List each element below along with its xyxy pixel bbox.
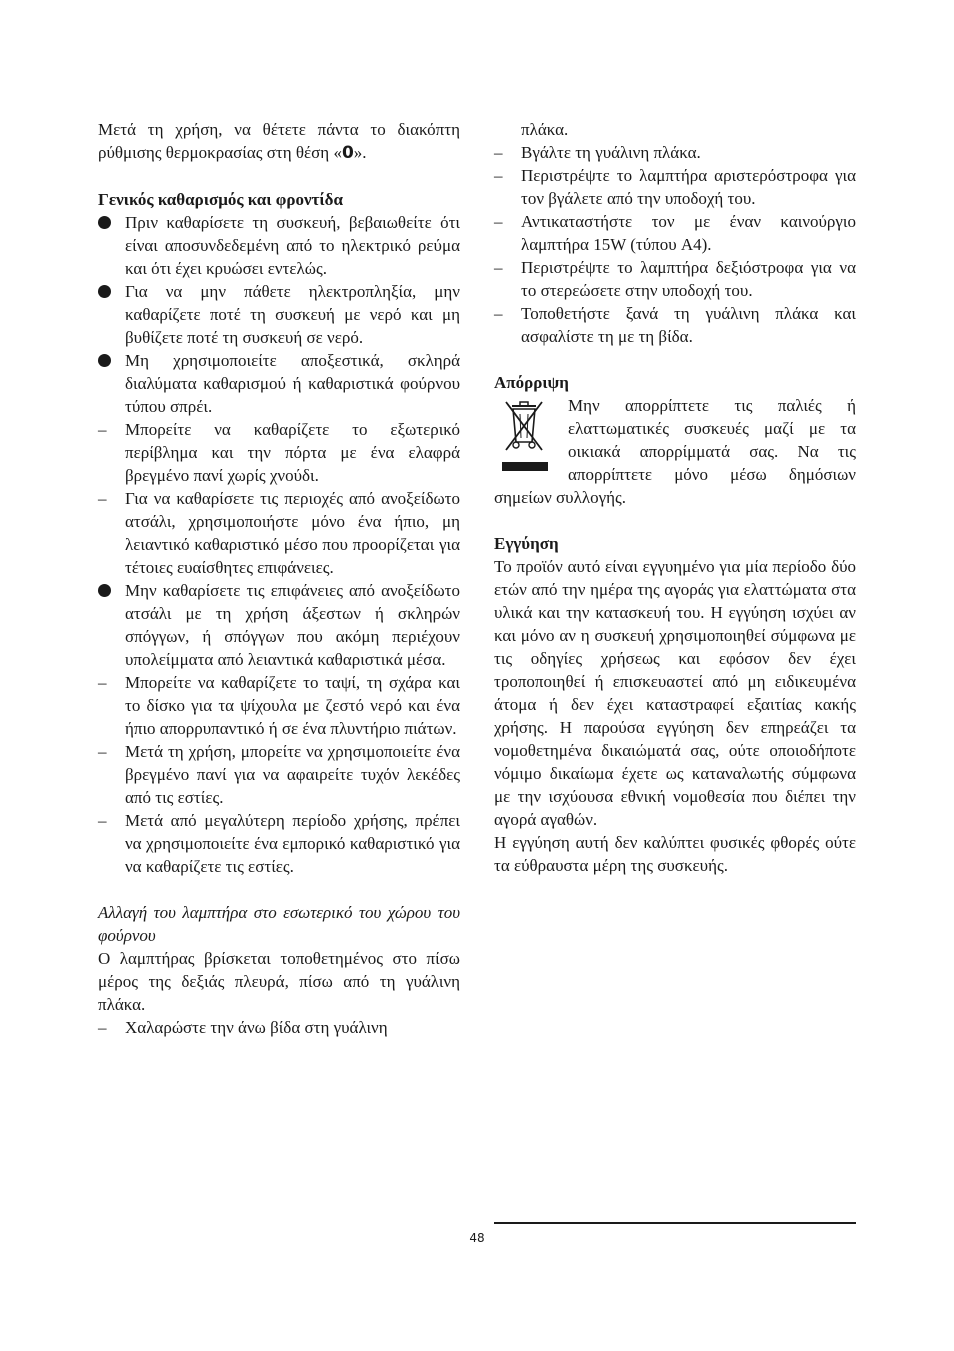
list-item bbox=[98, 740, 460, 809]
right-column bbox=[494, 118, 856, 877]
disposal-block bbox=[494, 394, 856, 509]
dash-marker: – bbox=[494, 258, 503, 277]
dash-marker: – bbox=[98, 673, 107, 692]
list-item-text: Για να καθαρίσετε τις περιοχές από ανοξείδωτο ατσάλι, χρησιμοποιήστε μόνο ένα ήπιο, μη λειαντικό καθαριστικό μέσο που προορίζεται για τέτοιες ευαίσθητες επιφάνειες. bbox=[125, 489, 460, 577]
list-item-text: Μην καθαρίσετε τις επιφάνειες από ανοξείδωτο ατσάλι με τη χρήση άξεστων ή σκληρών σπόγγων, ή σπόγγων που ακόμη περιέχουν υπολείμματα από λειαντικά καθαριστικά μέσα. bbox=[125, 581, 460, 669]
list-item-text: Μπορείτε να καθαρίζετε το εξωτερικό περίβλημα και την πόρτα με ένα ελαφρά βρεγμένο πανί χωρίς χνούδι. bbox=[125, 420, 460, 485]
dash-marker: – bbox=[98, 420, 107, 439]
list-item-text: Μη χρησιμοποιείτε αποξεστικά, σκληρά διαλύματα καθαρισμού ή καθαριστικά φούρνου τύπου σπρέι. bbox=[125, 351, 460, 416]
list-item-text: Περιστρέψτε το λαμπτήρα δεξιόστροφα για να το στερεώσετε στην υποδοχή του. bbox=[521, 258, 856, 300]
spacer bbox=[494, 348, 856, 371]
dash-marker: – bbox=[494, 212, 503, 231]
spacer bbox=[98, 165, 460, 188]
list-item-text: Αντικαταστήστε τον με έναν καινούργιο λαμπτήρα 15W (τύπου A4). bbox=[521, 212, 856, 254]
list-item-text: πλάκα. bbox=[521, 120, 569, 139]
left-column bbox=[98, 118, 460, 1039]
list-item-continuation bbox=[494, 118, 856, 141]
list-item-text: Για να μην πάθετε ηλεκτροπληξία, μην καθαρίζετε ποτέ τη συσκευή με νερό και μη βυθίζετε ποτέ τη συσκευή σε νερό. bbox=[125, 282, 460, 347]
list-item bbox=[494, 164, 856, 210]
disposal-text: Μην απορρίπτετε τις παλιές ή ελαττωματικές συσκευές μαζί με τα οικιακά απορρίμματά σας. Να τις απορρίπτετε μόνο μέσω δημόσιων σημείων συλλογής. bbox=[494, 396, 856, 507]
list-item bbox=[494, 256, 856, 302]
spacer bbox=[494, 509, 856, 532]
list-item-text: Τοποθετήστε ξανά τη γυάλινη πλάκα και ασφαλίστε τη με τη βίδα. bbox=[521, 304, 856, 346]
list-item-text: Μετά τη χρήση, μπορείτε να χρησιμοποιείτε ένα βρεγμένο πανί για να αφαιρείτε τυχόν λεκέδες από τις εστίες. bbox=[125, 742, 460, 807]
bullet-icon bbox=[98, 349, 120, 373]
intro-text: Μετά τη χρήση, να θέτετε πάντα το διακόπτη ρύθμισης θερμοκρασίας στη θέση « bbox=[98, 120, 460, 162]
intro-text-end: ». bbox=[353, 143, 367, 162]
disposal-heading: Απόρριψη bbox=[494, 373, 569, 392]
list-item bbox=[98, 579, 460, 671]
warranty-heading: Εγγύηση bbox=[494, 534, 559, 553]
list-item bbox=[494, 302, 856, 348]
dash-marker: – bbox=[494, 166, 503, 185]
list-item bbox=[98, 1016, 460, 1039]
warranty-exclusions-text: Η εγγύηση αυτή δεν καλύπτει φυσικές φθορές ούτε τα εύθραυστα μέρη της συσκευής. bbox=[494, 833, 856, 875]
crossed-out-wheelie-bin-icon bbox=[494, 396, 556, 478]
dash-marker: – bbox=[98, 489, 107, 508]
position-zero-symbol: 0 bbox=[341, 143, 354, 163]
list-item-text: Βγάλτε τη γυάλινη πλάκα. bbox=[521, 143, 701, 162]
list-item bbox=[98, 418, 460, 487]
list-item bbox=[98, 211, 460, 280]
intro-paragraph bbox=[98, 118, 460, 165]
list-item bbox=[494, 210, 856, 256]
dash-marker: – bbox=[98, 1018, 107, 1037]
lamp-intro-text: Ο λαμπτήρας βρίσκεται τοποθετημένος στο πίσω μέρος της δεξιάς πλευρά, πίσω από τη γυάλινη πλάκα. bbox=[98, 949, 460, 1014]
list-item bbox=[494, 141, 856, 164]
dash-marker: – bbox=[98, 742, 107, 761]
bullet-icon bbox=[98, 579, 120, 603]
list-item bbox=[98, 349, 460, 418]
list-item-text: Μετά από μεγαλύτερη περίοδο χρήσης, πρέπει να χρησιμοποιείτε ένα εμπορικό καθαριστικό για να καθαρίζετε τις εστίες. bbox=[125, 811, 460, 876]
spacer bbox=[98, 878, 460, 901]
page-number: 48 bbox=[469, 1231, 485, 1245]
cleaning-list bbox=[98, 211, 460, 878]
list-item-text: Περιστρέψτε το λαμπτήρα αριστερόστροφα για τον βγάλετε από την υποδοχή του. bbox=[521, 166, 856, 208]
list-item-text: Χαλαρώστε την άνω βίδα στη γυάλινη bbox=[125, 1018, 388, 1037]
dash-marker: – bbox=[494, 143, 503, 162]
list-item bbox=[98, 280, 460, 349]
dash-marker: – bbox=[494, 304, 503, 323]
cleaning-heading: Γενικός καθαρισμός και φροντίδα bbox=[98, 190, 343, 209]
list-item-text: Μπορείτε να καθαρίζετε το ταψί, τη σχάρα και το δίσκο για τα ψίχουλα με ζεστό νερό και ένα ήπιο απορρυπαντικό ή σε ένα πλυντήριο πιάτων. bbox=[125, 673, 460, 738]
dash-marker: – bbox=[98, 811, 107, 830]
warranty-text: Το προϊόν αυτό είναι εγγυημένο για μία περίοδο δύο ετών από την ημέρα της αγοράς για ελαττώματα στα υλικά και την κατασκευή του. Η εγγύηση ισχύει αν και μόνο αν η συσκευή χρησιμοποιηθεί σύμφωνα με τις οδηγίες χρήσεως και εφόσον δεν έχει τροποποιηθεί ή επισκευαστεί από μη ειδικευμένα άτομα ή δεν έχει καταστραφεί εξαιτίας κακής χρήσης. Η παρούσα εγγύηση δεν επηρεάζει τα νομοθετημένα δικαιώματά σας, ούτε οποιοδήποτε νόμιμο δικαίωμα έχετε ως καταναλωτής σύμφωνα με την ισχύουσα εθνική νομοθεσία που διέπει την αγορά αγαθών. bbox=[494, 557, 856, 829]
list-item bbox=[98, 671, 460, 740]
bullet-icon bbox=[98, 280, 120, 304]
bullet-icon bbox=[98, 211, 120, 235]
list-item-text: Πριν καθαρίσετε τη συσκευή, βεβαιωθείτε ότι είναι αποσυνδεδεμένη από το ηλεκτρικό ρεύμα και ότι έχει κρυώσει εντελώς. bbox=[125, 213, 460, 278]
lamp-heading: Αλλαγή του λαμπτήρα στο εσωτερικό του χώρου του φούρνου bbox=[98, 903, 460, 945]
lamp-steps-list bbox=[494, 141, 856, 348]
footer-rule bbox=[494, 1222, 856, 1224]
list-item bbox=[98, 487, 460, 579]
list-item bbox=[98, 809, 460, 878]
